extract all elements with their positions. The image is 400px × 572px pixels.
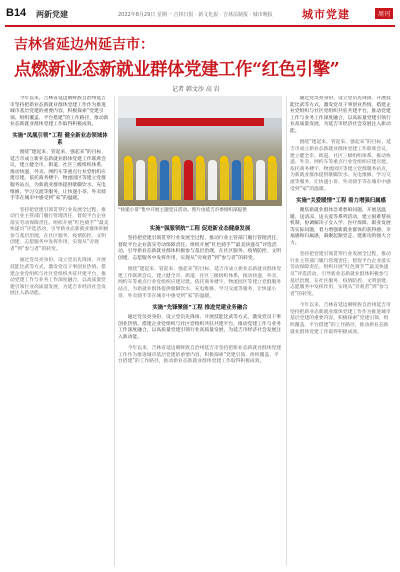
column-divider: [286, 96, 287, 566]
body-paragraph: 围绕“建起来、管起来、强起来”的目标，延吉市成立新业态新就业群体党建工作联席会议，建立健全市、街道、社区三级组织体系，推动快递、外卖、网约车等重点行业党组织应建尽建。依托商务楼宇、物流园区等建立党群服务站点，为新就业群体提供歇脚饮水、充电维修、学习交流等服务，让快递小哥、外卖骑手等在城市中感受到“家”的温暖。: [10, 149, 107, 202]
photo-building: [118, 96, 282, 118]
body-paragraph: 坚持把党建引领贯穿行业发展全过程，推动行业主管部门履行管理责任，督促平台企业落实劳动保障责任。组织开展“红色骑手”“最美快递员”评选活动，引导新业态新就业群体积极参与基层治理，在社区服务、疫情防控、文明创建、志愿服务中发挥作用，实现从“旁观者”到“参与者”的转变。: [290, 252, 391, 297]
photo-person: [160, 160, 169, 200]
photo-red-banner: [136, 118, 264, 126]
photo-person: [136, 160, 145, 200]
body-paragraph: 通过党员亮身份、设立党员先锋岗、开展技能比武等方式，激发党员干事创业热情。搭建企业党组织与社区党组织共驻共建平台，推动党建工作与业务工作深度融合，以高质量党建引领行业高质量发展，为延吉市经济社会发展注入新动能。: [118, 314, 282, 340]
subhead-2: 实施“强服领航”工程 促进新业态健康发展: [149, 226, 251, 232]
body-paragraph: 通过党员亮身份、设立党员先锋岗、开展技能比武等方式，激发党员干事创业热情。搭建企业党组织与社区党组织共驻共建平台，推动党建工作与业务工作深度融合，以高质量党建引领行业高质量发展，为延吉市经济社会发展注入新动能。: [290, 96, 391, 134]
body-paragraph: 今年以来，吉林省延边朝鲜族自治州延吉市坚持把新业态新就业群体党建工作作为推进城市基层党建的重要内容，积极探索“党建引领、组织覆盖、平台搭建”的工作路径，推动新业态新就业群体党建工作取得积极成效。: [290, 303, 391, 335]
masthead: [0, 0, 400, 26]
photo-person: [220, 160, 229, 200]
article-photo: [118, 96, 282, 206]
article-column-2: [118, 222, 282, 566]
subhead-4: 实施“关爱暖情”工程 着力增强归属感: [296, 197, 386, 204]
section-tag: 周刊: [375, 8, 393, 19]
page-section: 两新党建: [36, 10, 68, 19]
photo-person: [256, 160, 265, 200]
photo-helmet: [220, 156, 228, 162]
article-kicker: 吉林省延边州延吉市：: [14, 37, 154, 53]
page-number: B14: [6, 7, 27, 19]
body-paragraph: 围绕“建起来、管起来、强起来”的目标，延吉市成立新业态新就业群体党建工作联席会议，建立健全市、街道、社区三级组织体系，推动快递、外卖、网约车等重点行业党组织应建尽建。依托商务楼宇、物流园区等建立党群服务站点，为新就业群体提供歇脚饮水、充电维修、学习交流等服务，让快递小哥、外卖骑手等在城市中感受到“家”的温暖。: [118, 267, 282, 299]
photo-person: [148, 160, 157, 200]
article-column-1: [10, 96, 110, 566]
photo-helmet: [172, 156, 180, 162]
article-headline: 点燃新业态新就业群体党建工作“红色引擎”: [14, 60, 340, 80]
photo-person: [196, 160, 205, 200]
photo-helmet: [244, 156, 252, 162]
photo-person: [124, 160, 133, 200]
article-column-3: [290, 96, 392, 566]
body-paragraph: 围绕“建起来、管起来、强起来”的目标，延吉市成立新业态新就业群体党建工作联席会议，建立健全市、街道、社区三级组织体系，推动快递、外卖、网约车等重点行业党组织应建尽建。依托商务楼宇、物流园区等建立党群服务站点，为新就业群体提供歇脚饮水、充电维修、学习交流等服务，让快递小哥、外卖骑手等在城市中感受到“家”的温暖。: [290, 140, 391, 192]
intro-paragraph: 今年以来，吉林省延边朝鲜族自治州延吉市坚持把新业态新就业群体党建工作作为推进城市基层党建的重要内容，积极探索“党建引领、组织覆盖、平台搭建”的工作路径，推动新业态新就业群体党建工作取得积极成效。: [10, 96, 109, 128]
body-paragraph: 坚持把党建引领贯穿行业发展全过程，推动行业主管部门履行管理责任，督促平台企业落实劳动保障责任。组织开展“红色骑手”“最美快递员”评选活动，引导新业态新就业群体积极参与基层治理，在社区服务、疫情防控、文明创建、志愿服务中发挥作用，实现从“旁观者”到“参与者”的转变。: [118, 236, 282, 261]
photo-helmet: [268, 156, 276, 162]
body-paragraph: 通过党员亮身份、设立党员先锋岗、开展技能比武等方式，激发党员干事创业热情。搭建企业党组织与社区党组织共驻共建平台，推动党建工作与业务工作深度融合，以高质量党建引领行业高质量发展，为延吉市经济社会发展注入新动能。: [10, 258, 106, 297]
photo-person: [232, 160, 241, 200]
brand-logo: 城市党建: [302, 8, 350, 21]
article-byline: 记者 韩文沙 高 岩: [172, 86, 220, 93]
masthead-rule: [5, 25, 395, 27]
body-paragraph: 坚持把党建引领贯穿行业发展全过程，推动行业主管部门履行管理责任，督促平台企业落实劳动保障责任。组织开展“红色骑手”“最美快递员”评选活动，引导新业态新就业群体积极参与基层治理，在社区服务、疫情防控、文明创建、志愿服务中发挥作用，实现从“旁观者”到“参与者”的转变。: [10, 207, 109, 253]
photo-person: [208, 160, 217, 200]
photo-helmet: [148, 156, 156, 162]
subhead-1: 实施“凤凰引领”工程 健全新业态领域体系: [12, 132, 108, 146]
photo-helmet: [124, 156, 132, 162]
photo-helmet: [196, 156, 204, 162]
photo-person: [184, 160, 193, 200]
photo-person: [244, 160, 253, 200]
photo-person: [172, 160, 181, 200]
subhead-3: 实施“先锋聚能”工程 推进党建业务融合: [152, 304, 248, 311]
dateline: 2022年8月29日 星期一 吉林日报 · 新文化报 · 吉林法制报 · 城市晚报: [118, 12, 273, 18]
column-divider: [114, 96, 115, 566]
body-paragraph: 今年以来，吉林省延边朝鲜族自治州延吉市坚持把新业态新就业群体党建工作作为推进城市基层党建的重要内容，积极探索“党建引领、组织覆盖、平台搭建”的工作路径，推动新业态新就业群体党建工作取得积极成效。: [118, 346, 282, 365]
body-paragraph: 聚焦新就业群体急难愁盼问题，开展送温暖、送清凉、送关爱等系列活动，建立困难帮扶机制，协调解决子女入学、医疗保障、职业发展等实际问题，着力增强新就业群体的获得感、幸福感和归属感，凝聚起跟党走、建新功的强大合力。: [290, 207, 391, 246]
photo-person: [268, 160, 277, 200]
photo-caption: “快递小哥”集中开展主题党日活动。照片由延吉市委组织部提供: [118, 208, 247, 213]
